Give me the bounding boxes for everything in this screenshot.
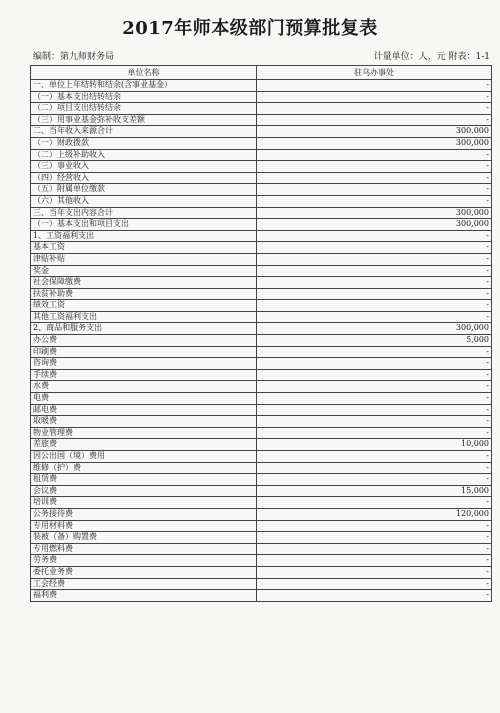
table-row [31,439,492,451]
table-row [31,126,492,138]
row-label: 扶贫补助费 [31,288,257,300]
row-label: （二）上级补助收入 [31,149,257,161]
row-label: （一）财政拨款 [31,137,257,149]
row-label: 因公出国（境）费用 [31,451,257,463]
table-row [31,404,492,416]
row-value: - [257,311,492,323]
table-row [31,508,492,520]
table-row [31,520,492,532]
row-value: - [257,451,492,463]
table-row [31,288,492,300]
row-value: - [257,195,492,207]
row-label: 印刷费 [31,346,257,358]
row-label: （五）附属单位缴款 [31,184,257,196]
row-value: - [257,242,492,254]
row-label: 租赁费 [31,474,257,486]
row-value: - [257,416,492,428]
row-value: - [257,427,492,439]
row-label: 取暖费 [31,416,257,428]
row-label: 电费 [31,393,257,405]
row-value: - [257,358,492,370]
table-row [31,311,492,323]
row-label: 津贴补贴 [31,253,257,265]
budget-table [30,65,492,602]
row-value: - [257,253,492,265]
measurement-unit-note: 计量单位：人、元 附表：1-1 [373,52,490,62]
table-row [31,358,492,370]
row-label: 基本工资 [31,242,257,254]
table-row [31,323,492,335]
row-value: - [257,161,492,173]
table-row [31,543,492,555]
table-row [31,242,492,254]
row-value: - [257,91,492,103]
table-row [31,184,492,196]
table-row [31,149,492,161]
row-value: 300,000 [257,126,492,138]
table-row [31,427,492,439]
row-label: 会议费 [31,485,257,497]
table-row [31,416,492,428]
table-row [31,277,492,289]
row-label: 邮电费 [31,404,257,416]
row-label: 工会经费 [31,578,257,590]
header-unit-name: 单位名称 [31,66,257,80]
table-row [31,566,492,578]
row-value: - [257,149,492,161]
table-row [31,300,492,312]
row-label: 三、当年支出内容合计 [31,207,257,219]
row-label: 差旅费 [31,439,257,451]
header-office: 驻乌办事处 [257,66,492,80]
row-label: 1、工资福利支出 [31,230,257,242]
row-value: 120,000 [257,508,492,520]
row-label: （一）基本支出结转结余 [31,91,257,103]
table-row [31,369,492,381]
table-row [31,80,492,92]
row-label: 办公费 [31,335,257,347]
row-value: - [257,369,492,381]
table-row [31,393,492,405]
row-value: - [257,114,492,126]
row-value: - [257,346,492,358]
table-row [31,381,492,393]
row-label: 装被（备）购置费 [31,532,257,544]
row-value: - [257,543,492,555]
row-value: - [257,462,492,474]
row-value: - [257,497,492,509]
row-label: （四）经营收入 [31,172,257,184]
table-row [31,195,492,207]
table-row [31,137,492,149]
row-value: - [257,300,492,312]
row-value: - [257,184,492,196]
row-value: - [257,393,492,405]
row-value: - [257,230,492,242]
table-row [31,578,492,590]
row-label: 奖金 [31,265,257,277]
table-row [31,207,492,219]
table-row [31,474,492,486]
row-label: 社会保障缴费 [31,277,257,289]
table-row [31,161,492,173]
row-value: 300,000 [257,137,492,149]
row-label: 专用材料费 [31,520,257,532]
table-row [31,532,492,544]
table-row [31,335,492,347]
row-value: - [257,288,492,300]
row-label: 手续费 [31,369,257,381]
row-value: - [257,566,492,578]
document-title: 2017年师本级部门预算批复表 [122,18,378,39]
table-row [31,253,492,265]
table-row [31,462,492,474]
row-label: （三）用事业基金弥补收支差额 [31,114,257,126]
row-value: 5,000 [257,335,492,347]
row-value: 300,000 [257,323,492,335]
row-label: 维修（护）费 [31,462,257,474]
table-row [31,590,492,602]
row-value: - [257,103,492,115]
row-value: - [257,80,492,92]
row-value: 300,000 [257,219,492,231]
table-row [31,555,492,567]
row-label: 其他工资福利支出 [31,311,257,323]
row-value: 300,000 [257,207,492,219]
row-label: 一、单位上年结转和结余(含事业基金） [31,80,257,92]
row-label: 咨询费 [31,358,257,370]
table-row [31,485,492,497]
table-row [31,497,492,509]
row-label: 培训费 [31,497,257,509]
row-value: - [257,265,492,277]
table-row [31,91,492,103]
table-row [31,451,492,463]
row-label: 专用燃料费 [31,543,257,555]
table-row [31,346,492,358]
table-header-row [31,66,492,80]
table-row [31,219,492,231]
table-row [31,172,492,184]
row-label: （二）项目支出结转结余 [31,103,257,115]
row-label: （六）其他收入 [31,195,257,207]
row-label: 委托业务费 [31,566,257,578]
row-label: （一）基本支出和项目支出 [31,219,257,231]
compiling-unit: 编制：第九师财务局 [33,52,115,62]
row-value: - [257,277,492,289]
row-label: 劳务费 [31,555,257,567]
table-row [31,230,492,242]
row-value: - [257,520,492,532]
row-value: - [257,555,492,567]
row-value: - [257,172,492,184]
row-value: - [257,532,492,544]
row-value: - [257,474,492,486]
row-value: - [257,590,492,602]
table-row [31,114,492,126]
row-value: - [257,381,492,393]
row-label: （三）事业收入 [31,161,257,173]
row-label: 水费 [31,381,257,393]
row-label: 福利费 [31,590,257,602]
row-label: 物业管理费 [31,427,257,439]
row-label: 公务接待费 [31,508,257,520]
row-label: 2、商品和服务支出 [31,323,257,335]
table-row [31,265,492,277]
row-label: 二、当年收入来源合计 [31,126,257,138]
row-label: 绩效工资 [31,300,257,312]
row-value: 10,000 [257,439,492,451]
row-value: - [257,404,492,416]
row-value: 15,000 [257,485,492,497]
row-value: - [257,578,492,590]
table-row [31,103,492,115]
